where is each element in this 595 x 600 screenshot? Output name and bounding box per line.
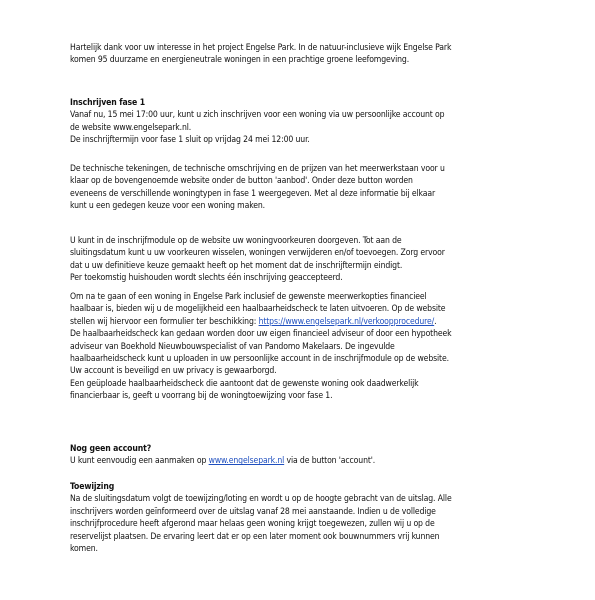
intro-line: Hartelijk dank voor uw interesse in het project Engelse Park. In de natuur-inclusieve wijk Engelse Park — [70, 43, 452, 53]
technical-line: kunt u een gedegen keuze voor een woning maken. — [70, 201, 266, 212]
finance-line: Om na te gaan of een woning in Engelse Park inclusief de gewenste meerwerkopties financieel — [70, 292, 427, 302]
allocation-section — [70, 481, 540, 555]
account-text: U kunt eenvoudig een aanmaken op — [70, 456, 209, 467]
allocation-line: komen. — [70, 544, 98, 555]
finance-line: adviseur van Boekhold Nieuwbouwspecialist of van Pandomo Makelaars. De ingevulde — [70, 341, 395, 352]
phase1-line: Vanaf nu, 15 mei 17:00 uur, kunt u zich inschrijven voor een woning via uw persoonlijke account op — [70, 110, 445, 121]
phase1-line: de website www.engelsepark.nl. — [70, 122, 192, 133]
account-line — [70, 455, 540, 467]
intro-paragraph — [70, 42, 540, 67]
module-line: sluitingsdatum kunt u uw voorkeuren wisselen, woningen verwijderen en/of toevoegen. Zorg ervoor — [70, 248, 445, 259]
finance-paragraph — [70, 291, 540, 403]
technical-line: eveneens de verschillende woningtypen in fase 1 weergegeven. Met al deze informatie bij elkaar — [70, 188, 436, 199]
account-section — [70, 443, 540, 468]
finance-line-suffix: . — [434, 316, 437, 327]
technical-line: klaar op de bovengenoemde website onder de button 'aanbod'. Onder deze button worden — [70, 176, 413, 187]
account-heading: Nog geen account? — [70, 444, 152, 454]
allocation-line: inschrijfprocedure heeft afgerond maar helaas geen woning krijgt toegewezen, zullen wij u op de — [70, 519, 435, 530]
phase1-section — [70, 97, 540, 147]
allocation-line: reservelijst plaatsen. De ervaring leert dat er op een later moment ook bouwnummers vrij kunnen — [70, 531, 440, 542]
technical-line: De technische tekeningen, de technische omschrijving en de prijzen van het meerwerkstaan voor u — [70, 164, 445, 174]
allocation-heading: Toewijzing — [70, 482, 115, 492]
module-paragraph — [70, 235, 540, 285]
module-line: Per toekomstig huishouden wordt slechts één inschrijving geaccepteerd. — [70, 273, 343, 284]
phase1-line: De inschrijftermijn voor fase 1 sluit op vrijdag 24 mei 12:00 uur. — [70, 135, 310, 146]
allocation-line: Na de sluitingsdatum volgt de toewijzing/loting en wordt u op de hoogte gebracht van de uitslag. Alle — [70, 494, 452, 505]
finance-line: Een geüploade haalbaarheidscheck die aantoont dat de gewenste woning ook daadwerkelijk — [70, 378, 419, 389]
finance-line-with-link — [70, 316, 540, 328]
module-line: dat u uw definitieve keuze gemaakt heeft op het moment dat de inschrijftermijn eindigt. — [70, 260, 403, 271]
intro-line: komen 95 duurzame en energieneutrale woningen in een prachtige groene leefomgeving. — [70, 55, 410, 66]
finance-line-text: stellen wij hiervoor een formulier ter beschikking: — [70, 316, 259, 327]
finance-line: De haalbaarheidscheck kan gedaan worden door uw eigen financieel adviseur of door een hypotheek — [70, 329, 452, 340]
phase1-heading: Inschrijven fase 1 — [70, 98, 145, 108]
engelsepark-link[interactable]: www.engelsepark.nl — [208, 456, 285, 467]
finance-line: financierbaar is, geeft u voorrang bij de woningtoewijzing voor fase 1. — [70, 391, 333, 402]
allocation-line: inschrijvers worden geïnformeerd over de uitslag vanaf 28 mei aanstaande. Indien u de volledige — [70, 506, 436, 517]
verkoopprocedure-link[interactable]: https://www.engelsepark.nl/verkoopprocedure/ — [258, 316, 435, 327]
account-text-suffix: via de button 'account'. — [284, 456, 376, 467]
technical-paragraph — [70, 163, 540, 213]
finance-line: haalbaar is, bieden wij u de mogelijkheid een haalbaarheidscheck te laten uitvoeren. Op de website — [70, 304, 446, 315]
module-line: U kunt in de inschrijfmodule op de website uw woningvoorkeuren doorgeven. Tot aan de — [70, 236, 402, 246]
finance-line: haalbaarheidscheck kunt u uploaden in uw persoonlijke account in de inschrijfmodule op de website. — [70, 354, 449, 365]
finance-line: Uw account is beveiligd en uw privacy is gewaarborgd. — [70, 366, 277, 377]
